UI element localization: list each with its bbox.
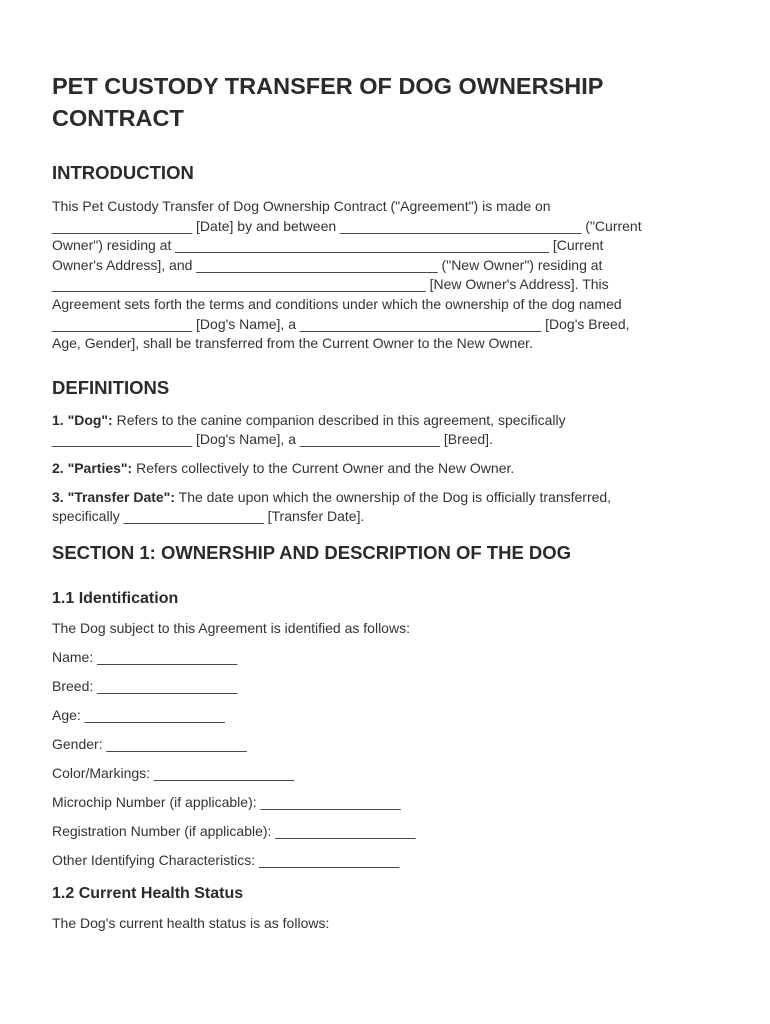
field-gender: Gender: __________________ bbox=[52, 735, 247, 752]
field-color-markings: Color/Markings: __________________ bbox=[52, 764, 295, 781]
definition-term: 2. "Parties": bbox=[52, 459, 133, 476]
definition-text: The date upon which the ownership of the Dog is officially transferred, specifically __________________ [Transfer Date]. bbox=[52, 488, 612, 525]
definition-term: 3. "Transfer Date": bbox=[52, 488, 175, 505]
definition-text: Refers to the canine companion described in this agreement, specifically __________________ [Dog's Name], a __________________ [Breed]. bbox=[52, 411, 566, 448]
field-name: Name: __________________ bbox=[52, 648, 238, 665]
field-other-characteristics: Other Identifying Characteristics: __________________ bbox=[52, 851, 400, 868]
identification-heading: 1.1 Identification bbox=[52, 589, 179, 607]
health-status-heading: 1.2 Current Health Status bbox=[52, 885, 244, 903]
field-breed: Breed: __________________ bbox=[52, 677, 238, 694]
field-microchip-number: Microchip Number (if applicable): __________________ bbox=[52, 793, 401, 810]
field-age: Age: __________________ bbox=[52, 706, 225, 723]
introduction-paragraph: This Pet Custody Transfer of Dog Ownership Contract ("Agreement") is made on __________________ [Date] by and between _______________________________ ("Current Owner") residing at ________________________________________________ [Current Owner's Address], and _______________________________ ("New Owner") residing at ________________________________________________ [New Owner's Address]. This Agreement sets forth the terms and conditions under which the ownership of the dog named __________________ [Dog's Name], a _______________________________ [Dog's Breed, Age, Gender], shall be transferred from the Current Owner to the New Owner. bbox=[52, 198, 642, 352]
definition-item-dog bbox=[52, 411, 720, 450]
document-page bbox=[52, 70, 720, 934]
definition-item-transfer-date bbox=[52, 488, 720, 527]
section-1-heading: SECTION 1: OWNERSHIP AND DESCRIPTION OF THE DOG bbox=[52, 541, 572, 563]
introduction-heading: INTRODUCTION bbox=[52, 162, 194, 183]
definition-item-parties bbox=[52, 459, 720, 479]
identification-intro: The Dog subject to this Agreement is identified as follows: bbox=[52, 619, 410, 636]
definition-text: Refers collectively to the Current Owner and the New Owner. bbox=[132, 459, 515, 476]
definitions-heading: DEFINITIONS bbox=[52, 376, 170, 398]
document-title: PET CUSTODY TRANSFER OF DOG OWNERSHIP CONTRACT bbox=[52, 73, 603, 131]
health-status-intro: The Dog's current health status is as follows: bbox=[52, 915, 330, 932]
definition-term: 1. "Dog": bbox=[52, 411, 113, 428]
field-registration-number: Registration Number (if applicable): __________________ bbox=[52, 822, 416, 839]
